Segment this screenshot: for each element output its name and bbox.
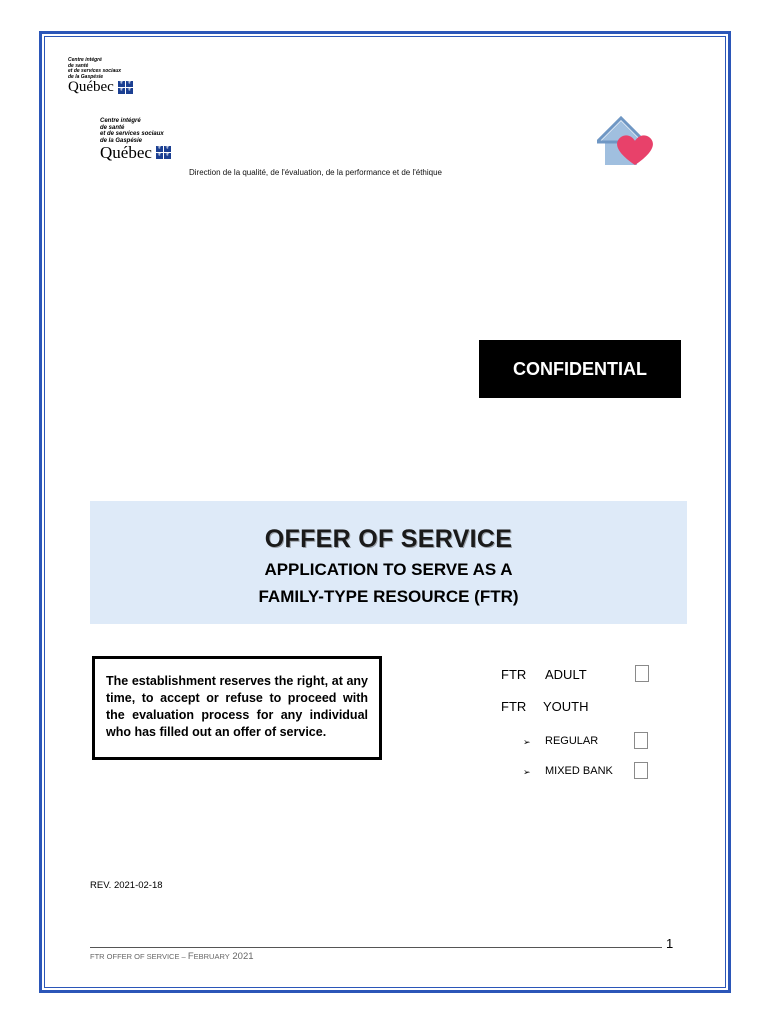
confidential-banner: CONFIDENTIAL [479, 340, 681, 398]
title-band [90, 501, 687, 624]
footer-divider [90, 947, 662, 948]
footer-offer: OFFER OF SERVICE [106, 952, 180, 961]
cisss-logo-small [68, 58, 133, 95]
logo-line: et de services sociaux [68, 68, 122, 74]
quebec-wordmark [100, 144, 171, 161]
footer-month-rest: EBRUARY [193, 952, 230, 961]
logo-line: et de services sociaux [100, 131, 164, 137]
logo-line: de la Gaspésie [68, 73, 104, 80]
regular-checkbox[interactable] [634, 732, 648, 749]
logo-line: de la Gaspésie [100, 137, 143, 144]
logo-line: de santé [68, 62, 89, 69]
footer-month-initial: F [187, 951, 194, 962]
regular-label: REGULAR [545, 735, 599, 747]
adult-label: ADULT [545, 667, 587, 682]
arrow-bullet-icon: ➢ [523, 767, 531, 777]
quebec-wordmark-text: Québec [68, 79, 114, 95]
footer-ftr: FTR [90, 952, 107, 961]
document-subtitle-line1: APPLICATION TO SERVE AS A [264, 560, 513, 579]
footer-year: 2021 [229, 951, 254, 962]
footer-text [90, 951, 254, 962]
establishment-notice: The establishment reserves the right, at any time, to accept or refuse to proceed with the evaluation process for any individual who has filled out an offer of service. [92, 656, 382, 760]
fleur-de-lis-flag-icon: ⚜ ⚜ ⚜ ⚜ [119, 81, 132, 93]
quebec-wordmark [68, 80, 133, 95]
document-subtitle-line2: FAMILY-TYPE RESOURCE (FTR) [258, 587, 519, 606]
ftr-label: FTR [501, 667, 527, 682]
fleur-de-lis-flag-icon: ⚜ ⚜ ⚜ ⚜ [157, 146, 170, 158]
ftr-label: FTR [501, 699, 527, 714]
logo-line: Centre intégré [68, 57, 102, 63]
youth-label: YOUTH [543, 699, 589, 714]
ftr-adult-checkbox[interactable] [635, 665, 649, 682]
cisss-logo-large [100, 118, 171, 161]
direction-subtitle: Direction de la qualité, de l'évaluation, de la performance et de l'éthique [189, 168, 442, 177]
arrow-bullet-icon: ➢ [523, 737, 531, 747]
page-number: 1 [666, 936, 674, 951]
revision-date: REV. 2021-02-18 [90, 880, 163, 891]
logo-line: de santé [100, 124, 125, 131]
home-heart-icon [597, 115, 659, 170]
mixed-bank-checkbox[interactable] [634, 762, 648, 779]
document-title: OFFER OF SERVICE [264, 525, 513, 553]
quebec-wordmark-text: Québec [100, 143, 152, 162]
logo-line: Centre intégré [100, 118, 141, 124]
footer-dash: – [179, 952, 188, 961]
mixed-bank-label: MIXED BANK [545, 765, 613, 777]
